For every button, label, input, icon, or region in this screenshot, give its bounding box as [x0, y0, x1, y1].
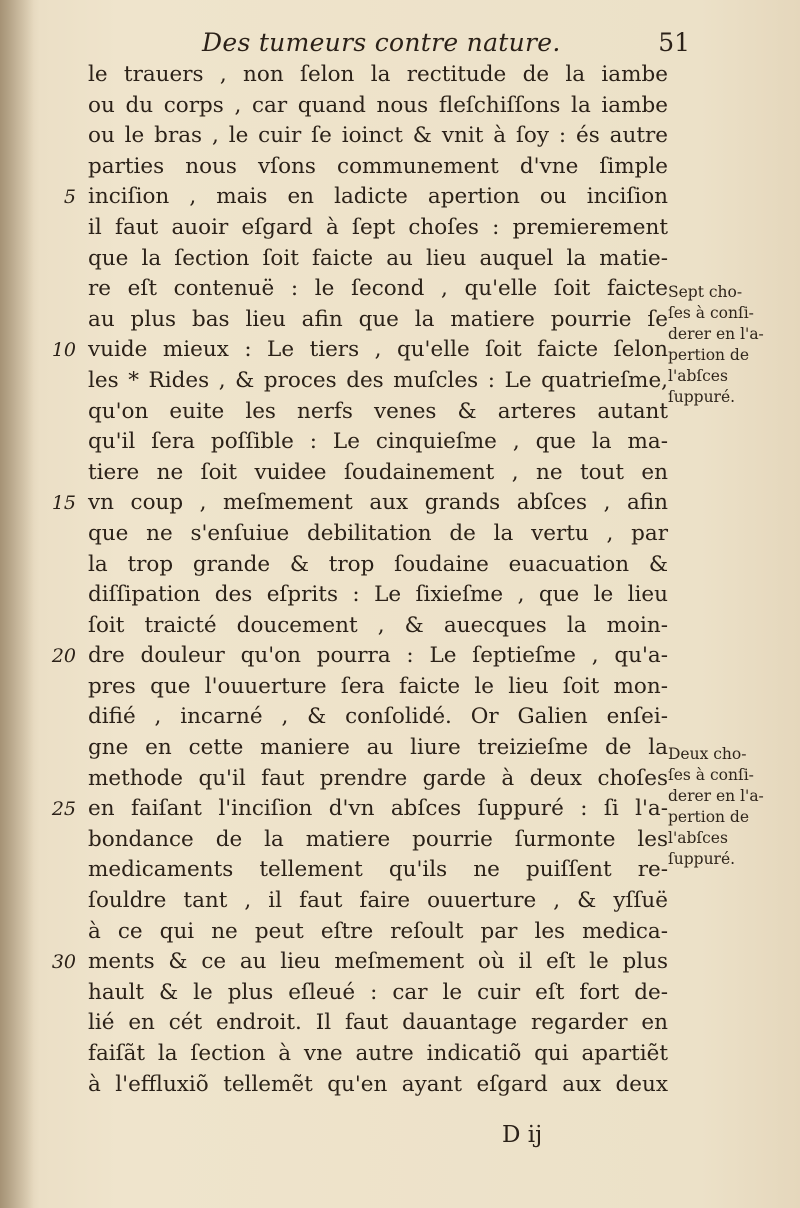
line-text: bondance de la matiere pourrie ſurmonte les — [88, 826, 668, 852]
text-line — [88, 825, 668, 856]
text-line — [88, 733, 668, 764]
line-number: 20 — [51, 645, 76, 668]
line-text: vn coup , meſmement aux grands abſces , afin — [88, 490, 668, 516]
line-text: dre douleur qu'on pourra : Le ſeptieſme , qu'a- — [88, 643, 668, 669]
text-line — [88, 580, 668, 611]
margin-note-line: pertion de — [668, 808, 750, 826]
line-text: en faiſant l'inciſion d'vn abſces ſuppuré : ſi l'a- — [88, 796, 668, 822]
line-text: gne en cette maniere au liure treizieſme de la — [88, 735, 668, 761]
text-line — [88, 917, 668, 948]
text-line — [88, 274, 668, 305]
text-line — [88, 91, 668, 122]
line-text: à ce qui ne peut eſtre reſoult par les medica- — [88, 918, 668, 944]
text-line — [88, 397, 668, 428]
line-text: qu'on euite les nerfs venes & arteres autant — [88, 398, 668, 424]
line-text: parties nous vſons communement d'vne ſimple — [88, 153, 668, 179]
margin-note-line: ſes à conſi- — [668, 304, 754, 322]
text-line — [88, 305, 668, 336]
running-title: Des tumeurs contre nature. — [202, 28, 561, 57]
line-text: lié en cét endroit. Il faut dauantage regarder en — [88, 1010, 668, 1036]
line-text: ments & ce au lieu meſmement où il eſt le plus — [88, 949, 668, 975]
margin-note-line: ſuppuré. — [668, 850, 736, 868]
line-number: 5 — [63, 186, 76, 209]
text-line — [51, 641, 668, 672]
text-line — [88, 764, 668, 795]
text-line — [88, 121, 668, 152]
text-line — [88, 702, 668, 733]
text-line — [88, 886, 668, 917]
text-line — [63, 182, 668, 213]
margin-note-line: derer en l'a- — [668, 787, 764, 805]
gutter-shadow — [0, 0, 34, 1208]
line-number: 25 — [51, 798, 76, 821]
text-line — [88, 519, 668, 550]
text-line — [88, 978, 668, 1009]
line-text: hault & le plus eſleué : car le cuir eſt fort de- — [88, 979, 668, 1005]
text-line — [88, 244, 668, 275]
text-line — [88, 1008, 668, 1039]
text-line — [88, 672, 668, 703]
text-line — [88, 152, 668, 183]
signature-mark: D ij — [502, 1122, 543, 1148]
text-line — [88, 427, 668, 458]
line-text: faiſãt la ſection à vne autre indicatiõ qui apartiẽt — [88, 1041, 668, 1066]
line-text: qu'il ſera poſſible : Le cinquieſme , que la ma- — [88, 429, 668, 455]
body-text — [51, 60, 668, 1100]
text-line — [88, 213, 668, 244]
line-text: il faut auoir eſgard à ſept choſes : premierement — [88, 214, 668, 240]
margin-note-line: ſes à conſi- — [668, 766, 754, 784]
line-text: methode qu'il faut prendre garde à deux choſes — [88, 765, 668, 791]
line-text: difié , incarné , & conſolidé. Or Galien enſei- — [88, 704, 668, 730]
text-line — [88, 855, 668, 886]
text-line — [51, 335, 668, 366]
line-text: au plus bas lieu afin que la matiere pourrie ſe — [88, 306, 668, 332]
line-text: inciſion , mais en ladicte apertion ou inciſion — [88, 184, 668, 210]
line-text: que la ſection ſoit faicte au lieu auquel la matie- — [88, 245, 668, 271]
line-text: tiere ne ſoit vuidee ſoudainement , ne tout en — [88, 459, 668, 485]
line-number: 10 — [51, 339, 76, 362]
text-line — [51, 488, 668, 519]
page-number: 51 — [658, 28, 690, 57]
margin-note-line: l'abſces — [668, 829, 728, 847]
text-line — [51, 947, 668, 978]
line-text: ſoit traicté doucement , & auecques la moin- — [88, 612, 668, 638]
text-line — [88, 1070, 668, 1101]
line-text: à l'effluxiõ tellemẽt qu'en ayant eſgard aux deux — [88, 1071, 668, 1097]
page-header — [90, 28, 690, 64]
margin-note-line: Deux cho- — [668, 745, 747, 763]
text-line — [88, 1039, 668, 1070]
margin-note-two-things — [668, 744, 794, 870]
line-text: le trauers , non ſelon la rectitude de la iambe — [88, 62, 668, 87]
line-text: ou du corps , car quand nous fleſchiſſons la iambe — [88, 92, 668, 118]
line-number: 15 — [51, 492, 76, 515]
text-line — [88, 611, 668, 642]
line-text: vuide mieux : Le tiers , qu'elle ſoit faicte ſelon — [88, 337, 668, 363]
margin-note-line: l'abſces — [668, 367, 728, 385]
line-text: les * Rides , & proces des muſcles : Le quatrieſme, — [88, 367, 668, 393]
text-line — [88, 458, 668, 489]
margin-note-line: pertion de — [668, 346, 750, 364]
line-text: ſouldre tant , il faut faire ouuerture , & yſſuë — [88, 888, 668, 914]
line-text: diſſipation des eſprits : Le ſixieſme , que le lieu — [88, 582, 668, 608]
line-text: re eſt contenuë : le ſecond , qu'elle ſoit faicte — [88, 276, 668, 302]
line-text: la trop grande & trop ſoudaine euacuation & — [88, 551, 668, 577]
margin-note-seven-things — [668, 282, 794, 408]
margin-note-line: ſuppuré. — [668, 388, 736, 406]
line-text: ou le bras , le cuir ſe ioinct & vnit à ſoy : és autre — [88, 123, 668, 149]
text-line — [88, 366, 668, 397]
line-number: 30 — [51, 951, 76, 974]
text-line — [88, 60, 668, 91]
margin-note-line: derer en l'a- — [668, 325, 764, 343]
line-text: medicaments tellement qu'ils ne puiſſent re- — [88, 857, 668, 883]
margin-note-line: Sept cho- — [668, 283, 743, 301]
line-text: que ne s'enſuiue debilitation de la vertu , par — [88, 520, 668, 546]
line-text: pres que l'ouuerture ſera faicte le lieu ſoit mon- — [88, 673, 668, 699]
text-line — [88, 550, 668, 581]
text-line — [51, 794, 668, 825]
